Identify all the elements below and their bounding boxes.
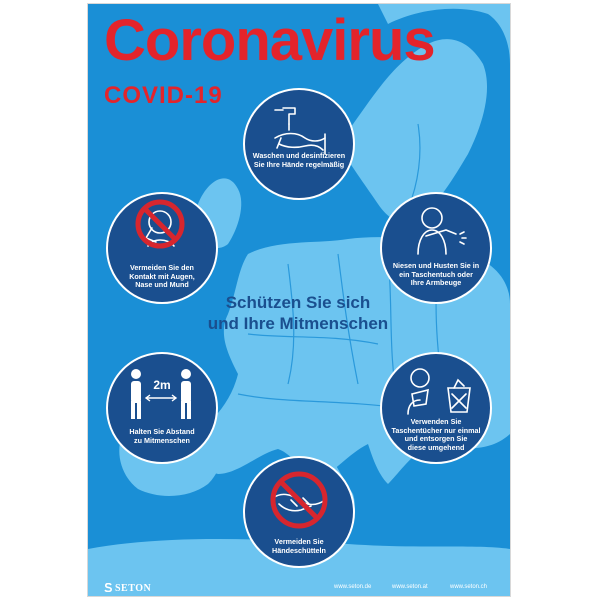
distance-label: 2m xyxy=(153,378,171,392)
seton-logo-icon xyxy=(104,583,113,592)
tip-badge-tissue-disposal xyxy=(380,352,492,464)
tip-caption-hand-washing: Waschen und desinfizieren Sie Ihre Hände regelmäßig xyxy=(252,151,346,169)
tip-badge-no-face-touching xyxy=(106,192,218,304)
tip-caption-distance: Halten Sie Abstand zu Mitmenschen xyxy=(129,427,195,445)
tip-caption-no-face-touching: Vermeiden Sie den Kontakt mit Augen, Nase und Mund xyxy=(129,263,195,290)
tip-badge-sneeze-into-elbow xyxy=(380,192,492,304)
seton-brand-text: SETON xyxy=(115,583,152,594)
tip-badge-hand-washing xyxy=(243,88,355,200)
seton-logo xyxy=(104,583,151,594)
footer-url-at[interactable]: www.seton.at xyxy=(392,584,428,590)
footer-url-de[interactable]: www.seton.de xyxy=(334,584,372,590)
slogan-line-2: und Ihre Mitmenschen xyxy=(207,314,389,333)
tip-badge-distance xyxy=(106,352,218,464)
footer-url-ch[interactable]: www.seton.ch xyxy=(450,584,488,590)
tip-caption-sneeze-into-elbow: Niesen und Husten Sie in ein Taschentuch oder Ihre Armbeuge xyxy=(392,261,480,288)
hand-washing-icon xyxy=(245,90,353,198)
slogan-line-1: Schützen Sie sich xyxy=(225,293,371,312)
tip-badge-no-handshake xyxy=(243,456,355,568)
poster xyxy=(88,4,510,596)
slogan xyxy=(188,292,408,334)
tip-caption-tissue-disposal: Verwenden Sie Taschentücher nur einmal und entsorgen Sie diese umgehend xyxy=(391,417,481,452)
distance-2m-icon xyxy=(108,354,216,462)
footer xyxy=(88,580,510,596)
tip-caption-no-handshake: Vermeiden Sie Händeschütteln xyxy=(272,537,326,555)
poster-title: Coronavirus xyxy=(104,8,435,73)
poster-subtitle: COVID-19 xyxy=(104,82,223,109)
